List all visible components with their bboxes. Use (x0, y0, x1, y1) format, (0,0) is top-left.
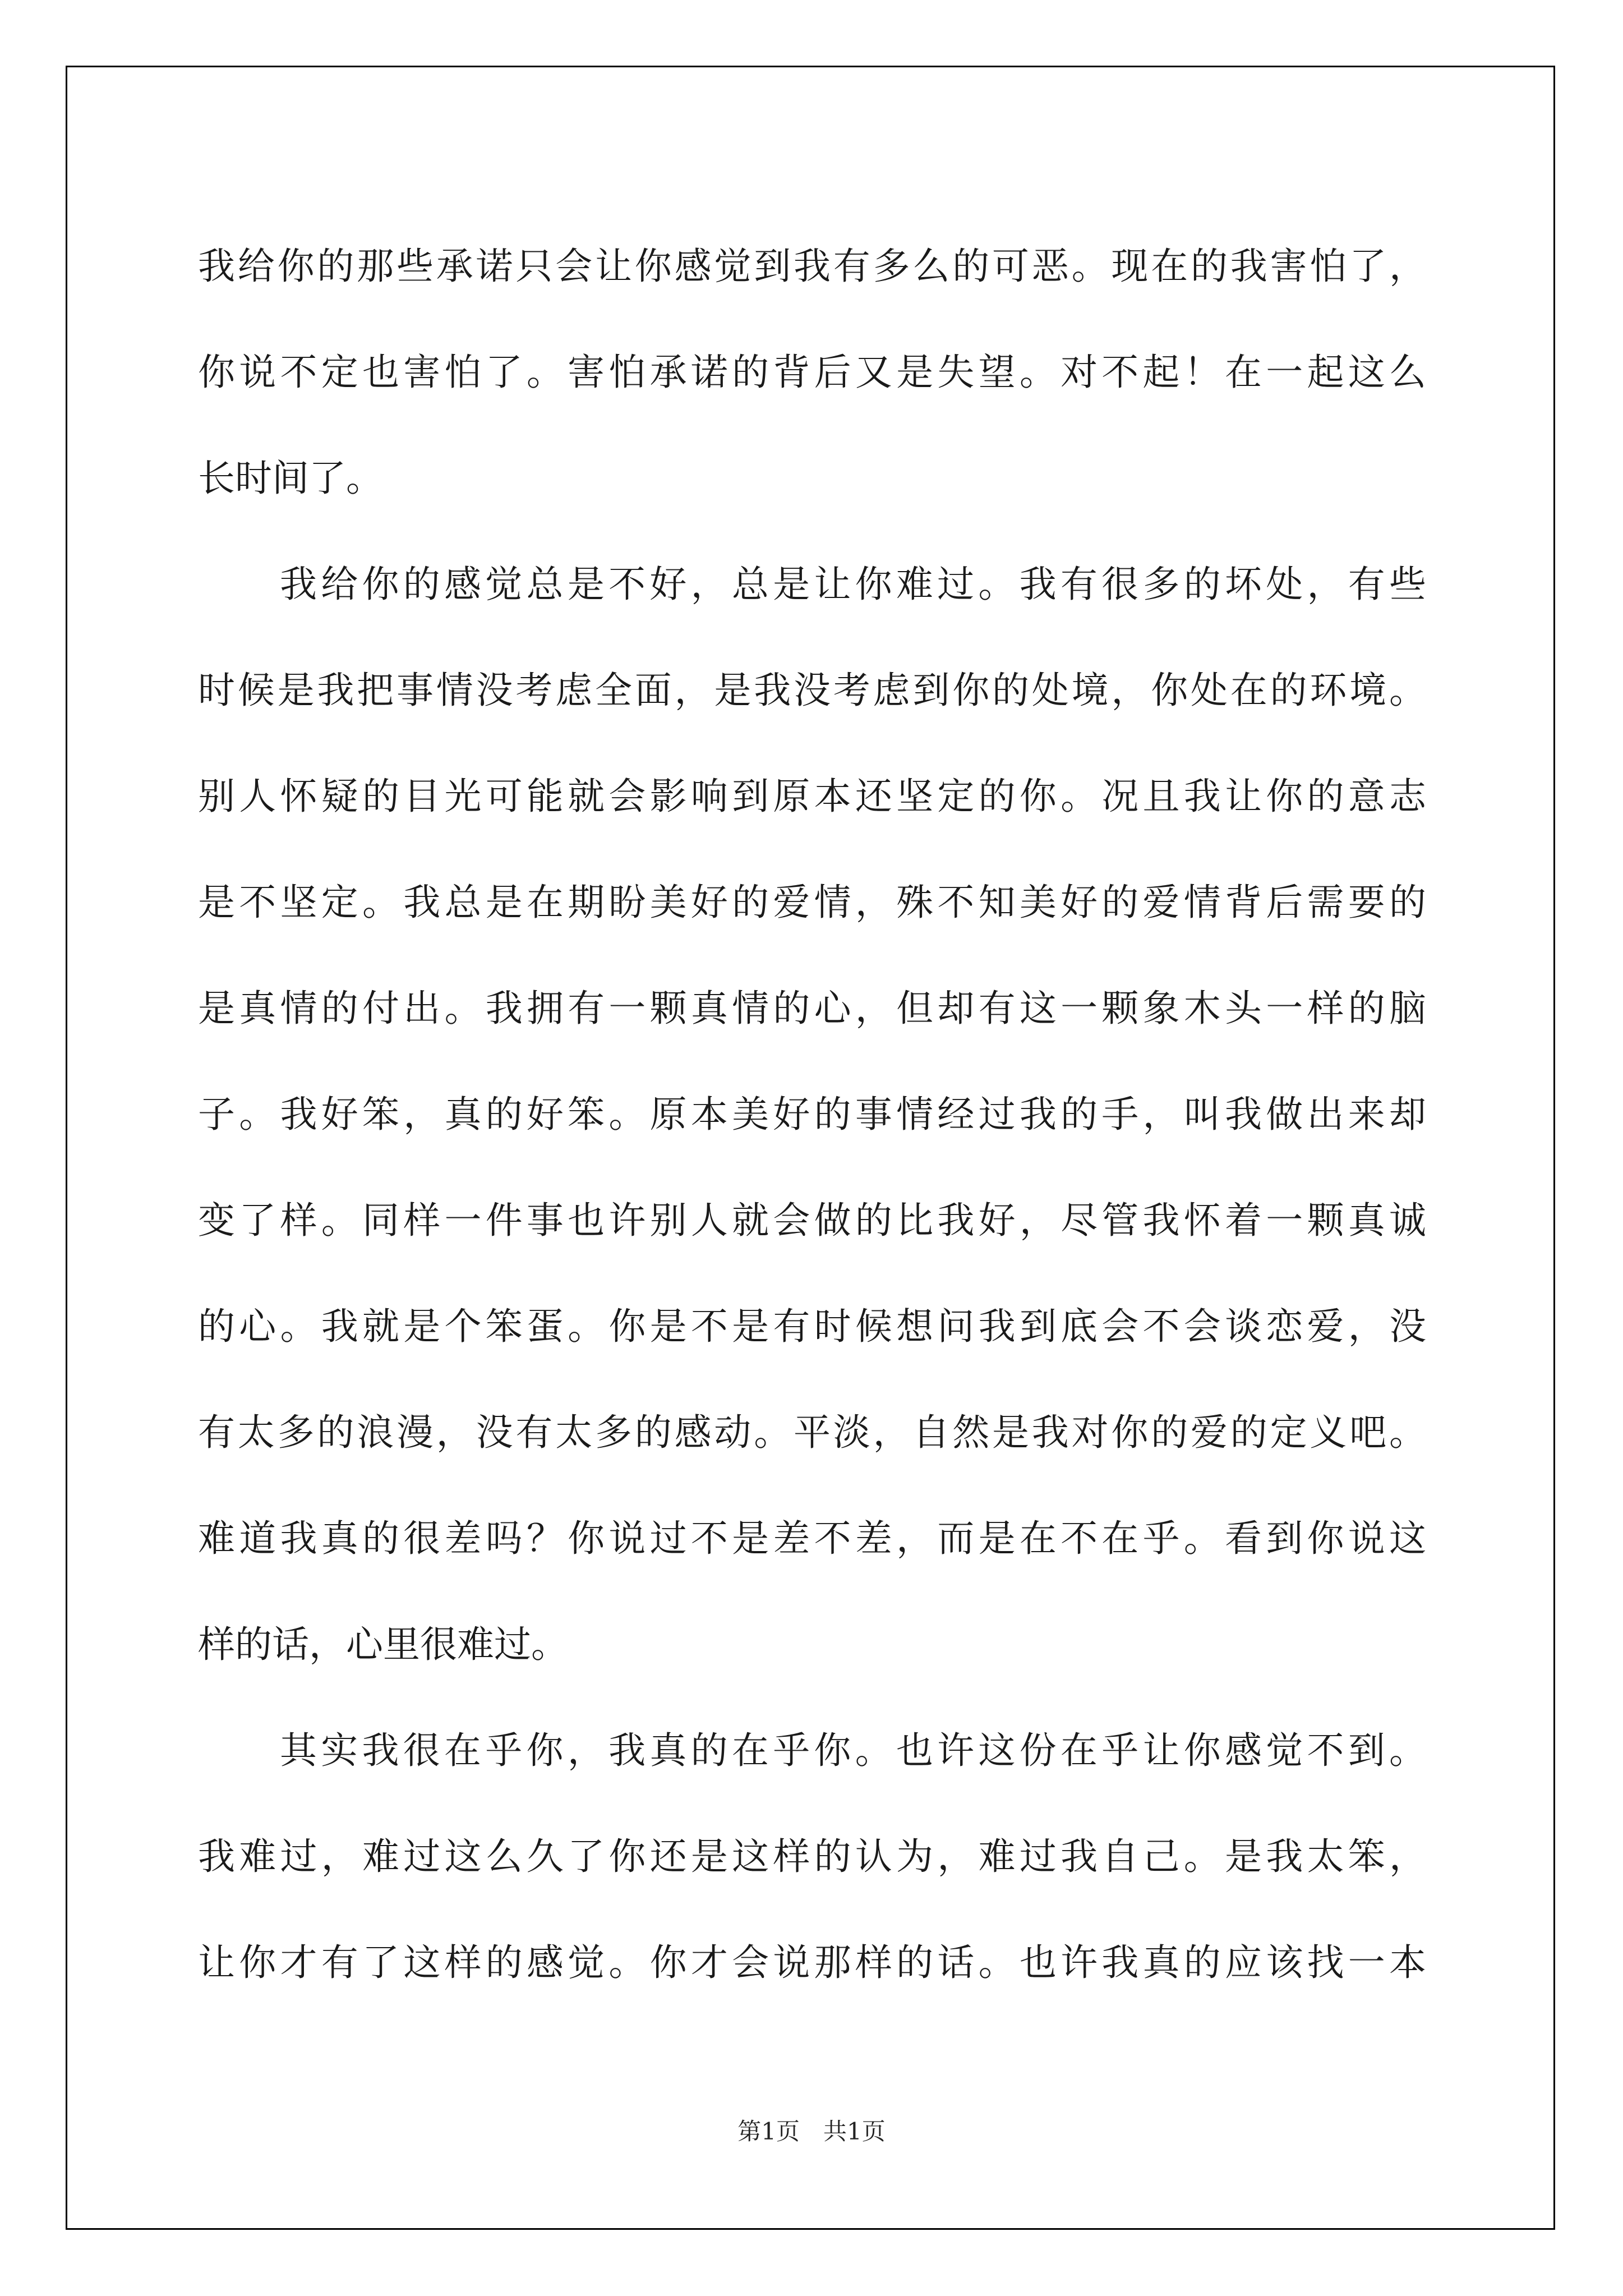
text-line: 子。我好笨，真的好笨。原本美好的事情经过我的手，叫我做出来却 (198, 1093, 1426, 1136)
text-line: 让你才有了这样的感觉。你才会说那样的话。也许我真的应该找一本 (198, 1941, 1426, 1984)
text-line: 我难过，难过这么久了你还是这样的认为，难过我自己。是我太笨， (198, 1835, 1426, 1878)
text-line: 长时间了。 (198, 457, 383, 500)
text-line: 你说不定也害怕了。害怕承诺的背后又是失望。对不起！在一起这么 (198, 351, 1426, 394)
text-line: 其实我很在乎你，我真的在乎你。也许这份在乎让你感觉不到。 (280, 1729, 1426, 1772)
text-line: 我给你的感觉总是不好，总是让你难过。我有很多的坏处，有些 (280, 563, 1426, 606)
text-line: 我给你的那些承诺只会让你感觉到我有多么的可恶。现在的我害怕了， (198, 245, 1426, 288)
text-line: 有太多的浪漫，没有太多的感动。平淡，自然是我对你的爱的定义吧。 (198, 1411, 1426, 1454)
text-line: 样的话，心里很难过。 (198, 1623, 568, 1666)
text-line: 变了样。同样一件事也许别人就会做的比我好，尽管我怀着一颗真诚 (198, 1199, 1426, 1242)
document-body (198, 213, 1426, 2016)
text-line: 难道我真的很差吗？你说过不是差不差，而是在不在乎。看到你说这 (198, 1517, 1426, 1560)
text-line: 是不坚定。我总是在期盼美好的爱情，殊不知美好的爱情背后需要的 (198, 881, 1426, 924)
text-line: 别人怀疑的目光可能就会影响到原本还坚定的你。况且我让你的意志 (198, 775, 1426, 818)
text-line: 时候是我把事情没考虑全面，是我没考虑到你的处境，你处在的环境。 (198, 669, 1426, 712)
page-number-footer: 第1页 共1页 (737, 2118, 886, 2145)
text-line: 是真情的付出。我拥有一颗真情的心，但却有这一颗象木头一样的脑 (198, 987, 1426, 1030)
text-line: 的心。我就是个笨蛋。你是不是有时候想问我到底会不会谈恋爱，没 (198, 1305, 1426, 1348)
